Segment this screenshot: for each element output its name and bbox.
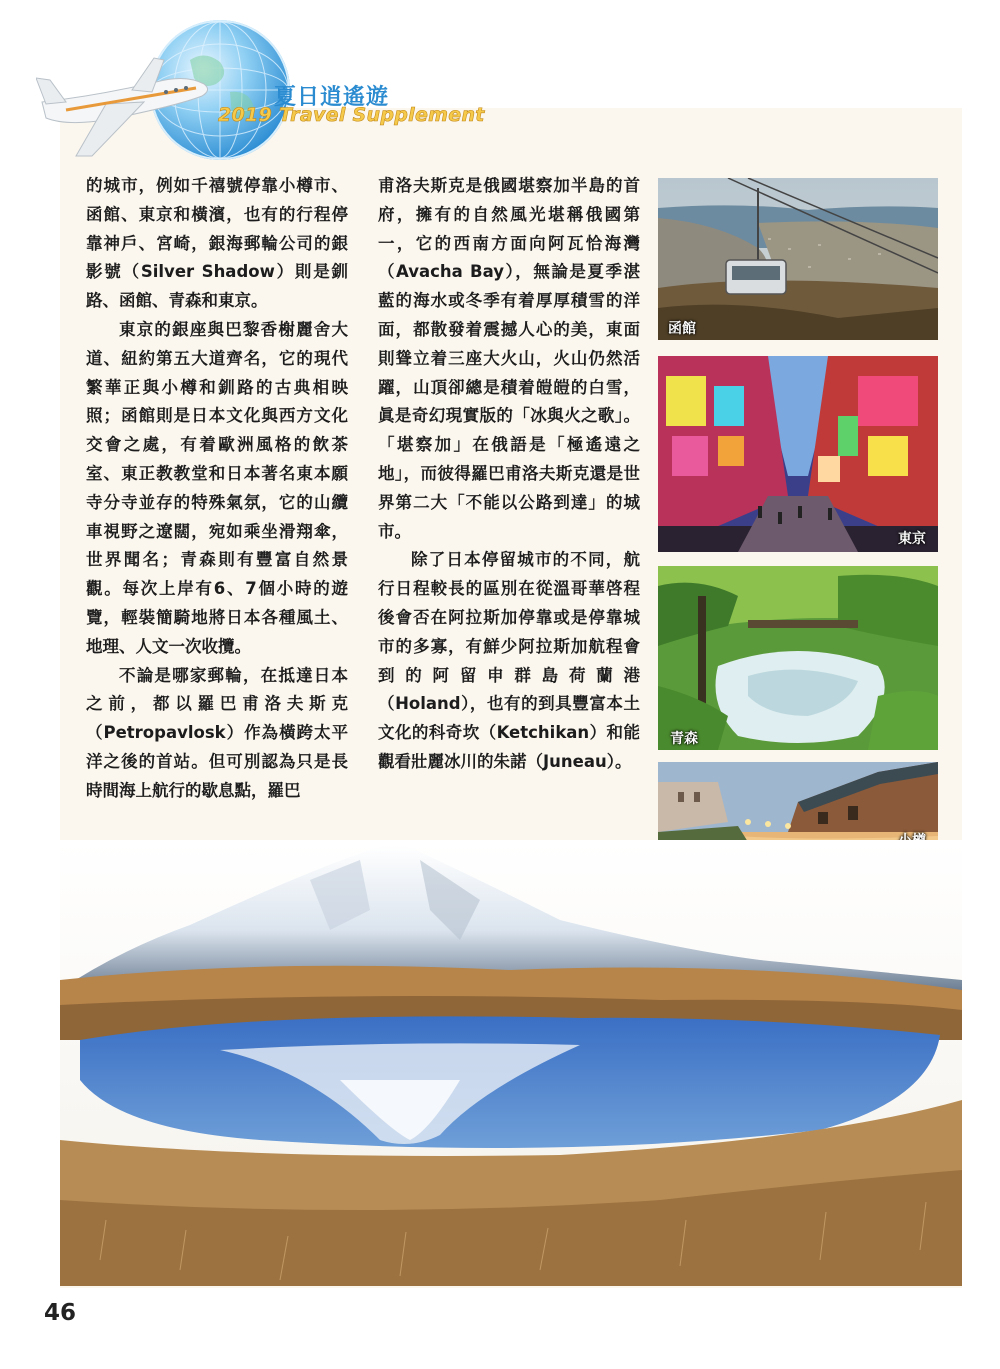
paragraph: 不論是哪家郵輪，在抵達日本之前，都以羅巴甫洛夫斯克（Petropavlosk）作為橫跨太平洋之後的首站。但可別認為只是長時間海上航行的歇息點，羅巴: [86, 665, 348, 800]
photo-hakodate: [658, 178, 938, 340]
airplane-icon: [36, 44, 226, 164]
paragraph: 東京的銀座與巴黎香榭麗舍大道、紐約第五大道齊名，它的現代繁華正與小樽和釧路的古典相映照；函館則是日本文化與西方文化交會之處，有着歐洲風格的飲茶室、東正教教堂和日本著名東本願寺分寺並存的特殊氣氛，它的山纜車視野之遼闊，宛如乘坐滑翔傘，世界聞名；青森則有豐富自然景觀。每次上岸有6、7個小時的遊覽，輕裝簡騎地將日本各種風土、地理、人文一次收攬。: [86, 319, 348, 656]
section-subtitle: 2019 Travel Supplement: [218, 104, 485, 126]
photo-caption: 函館: [668, 321, 696, 337]
paragraph: 甫洛夫斯克是俄國堪察加半島的首府，擁有的自然風光堪稱俄國第一，它的西南方面向阿瓦恰海灣（Avacha Bay），無論是夏季湛藍的海水或冬季有着厚厚積雪的洋面，都散發着震撼人心的美，東面則聳立着三座大火山，火山仍然活躍，山頂卻總是積着皚皚的白雪，眞是奇幻現實版的「冰與火之歌」。「堪察加」在俄語是「極遙遠之地」，而彼得羅巴甫洛夫斯克還是世界第二大「不能以公路到達」的城市。: [378, 176, 640, 541]
page-number: 46: [44, 1300, 77, 1326]
photo-caption: 青森: [670, 731, 698, 747]
photo-tokyo: [658, 356, 938, 552]
paragraph: 除了日本停留城市的不同，航行日程較長的區別在從溫哥華啓程後會否在阿拉斯加停靠或是停靠城市的多寡，有鮮少阿拉斯加航程會到的阿留申群島荷蘭港（Holand），也有的到具豐富本土文化的科奇坎（Ketchikan）和能觀看壯麗冰川的朱諾（Juneau）。: [378, 550, 640, 771]
paragraph: 的城市，例如千禧號停靠小樽市、函館、東京和橫濱，也有的行程停靠神戶、宮崎，銀海郵輪公司的銀影號（Silver Shadow）則是釧路、函館、青森和東京。: [86, 176, 348, 311]
text-column-left: [86, 172, 348, 806]
text-column-right: [378, 172, 640, 777]
photo-mountain-lake: [60, 840, 962, 1286]
photo-caption: 東京: [898, 531, 926, 547]
photo-aomori: [658, 566, 938, 750]
section-title: 夏日逍遙遊: [274, 85, 390, 110]
